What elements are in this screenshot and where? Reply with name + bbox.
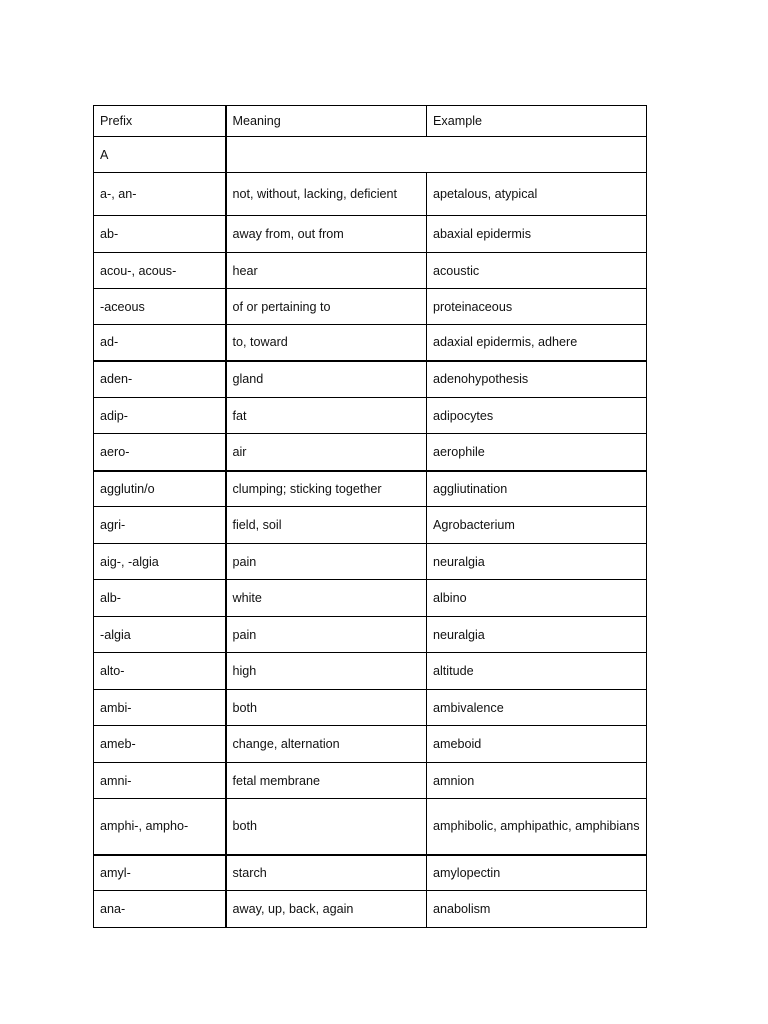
table-row xyxy=(94,799,647,855)
prefix-cell: amphi-, ampho- xyxy=(94,799,226,855)
example-cell: proteinaceous xyxy=(427,289,647,325)
prefix-cell: a-, an- xyxy=(94,173,226,216)
example-cell: neuralgia xyxy=(427,544,647,580)
header-example: Example xyxy=(427,106,647,137)
table-row xyxy=(94,216,647,253)
prefix-cell: amyl- xyxy=(94,855,226,891)
table-row xyxy=(94,690,647,726)
example-cell: Agrobacterium xyxy=(427,507,647,544)
example-cell: anabolism xyxy=(427,891,647,928)
meaning-cell: starch xyxy=(226,855,427,891)
prefix-table xyxy=(93,105,647,928)
meaning-cell: away, up, back, again xyxy=(226,891,427,928)
prefix-cell: aig-, -algia xyxy=(94,544,226,580)
example-cell: amphibolic, amphipathic, amphibians xyxy=(427,799,647,855)
prefix-cell: agri- xyxy=(94,507,226,544)
meaning-cell: clumping; sticking together xyxy=(226,471,427,507)
prefix-cell: amni- xyxy=(94,763,226,799)
prefix-cell: agglutin/o xyxy=(94,471,226,507)
meaning-cell: hear xyxy=(226,253,427,289)
table-row xyxy=(94,398,647,434)
example-cell: aerophile xyxy=(427,434,647,471)
header-meaning: Meaning xyxy=(226,106,427,137)
meaning-cell: both xyxy=(226,799,427,855)
table-row xyxy=(94,173,647,216)
meaning-cell: away from, out from xyxy=(226,216,427,253)
prefix-cell: ambi- xyxy=(94,690,226,726)
example-cell: adipocytes xyxy=(427,398,647,434)
example-cell: aggliutination xyxy=(427,471,647,507)
example-cell: ambivalence xyxy=(427,690,647,726)
table-row xyxy=(94,855,647,891)
example-cell: albino xyxy=(427,580,647,617)
table-row xyxy=(94,580,647,617)
prefix-cell: adip- xyxy=(94,398,226,434)
table-row xyxy=(94,544,647,580)
meaning-cell: not, without, lacking, deficient xyxy=(226,173,427,216)
table-row xyxy=(94,653,647,690)
example-cell: ameboid xyxy=(427,726,647,763)
meaning-cell: pain xyxy=(226,617,427,653)
table-row xyxy=(94,361,647,398)
section-row xyxy=(94,137,647,173)
meaning-cell: fat xyxy=(226,398,427,434)
prefix-cell: alto- xyxy=(94,653,226,690)
prefix-cell: ana- xyxy=(94,891,226,928)
section-empty-cell xyxy=(226,137,647,173)
example-cell: amnion xyxy=(427,763,647,799)
table-header-row xyxy=(94,106,647,137)
table-row xyxy=(94,253,647,289)
table-row xyxy=(94,763,647,799)
example-cell: adenohypothesis xyxy=(427,361,647,398)
table-row xyxy=(94,434,647,471)
prefix-cell: ameb- xyxy=(94,726,226,763)
prefix-cell: acou-, acous- xyxy=(94,253,226,289)
meaning-cell: change, alternation xyxy=(226,726,427,763)
prefix-cell: -algia xyxy=(94,617,226,653)
prefix-cell: ab- xyxy=(94,216,226,253)
meaning-cell: field, soil xyxy=(226,507,427,544)
meaning-cell: pain xyxy=(226,544,427,580)
table-row xyxy=(94,325,647,361)
table-row xyxy=(94,726,647,763)
example-cell: altitude xyxy=(427,653,647,690)
prefix-cell: -aceous xyxy=(94,289,226,325)
meaning-cell: high xyxy=(226,653,427,690)
table-row xyxy=(94,471,647,507)
meaning-cell: of or pertaining to xyxy=(226,289,427,325)
example-cell: acoustic xyxy=(427,253,647,289)
prefix-cell: aero- xyxy=(94,434,226,471)
table-row xyxy=(94,289,647,325)
meaning-cell: air xyxy=(226,434,427,471)
table-row xyxy=(94,891,647,928)
example-cell: neuralgia xyxy=(427,617,647,653)
example-cell: amylopectin xyxy=(427,855,647,891)
table-row xyxy=(94,507,647,544)
prefix-cell: alb- xyxy=(94,580,226,617)
prefix-cell: ad- xyxy=(94,325,226,361)
section-letter: A xyxy=(94,137,226,173)
meaning-cell: both xyxy=(226,690,427,726)
example-cell: adaxial epidermis, adhere xyxy=(427,325,647,361)
meaning-cell: white xyxy=(226,580,427,617)
prefix-cell: aden- xyxy=(94,361,226,398)
meaning-cell: fetal membrane xyxy=(226,763,427,799)
example-cell: apetalous, atypical xyxy=(427,173,647,216)
meaning-cell: to, toward xyxy=(226,325,427,361)
table-row xyxy=(94,617,647,653)
example-cell: abaxial epidermis xyxy=(427,216,647,253)
header-prefix: Prefix xyxy=(94,106,226,137)
meaning-cell: gland xyxy=(226,361,427,398)
